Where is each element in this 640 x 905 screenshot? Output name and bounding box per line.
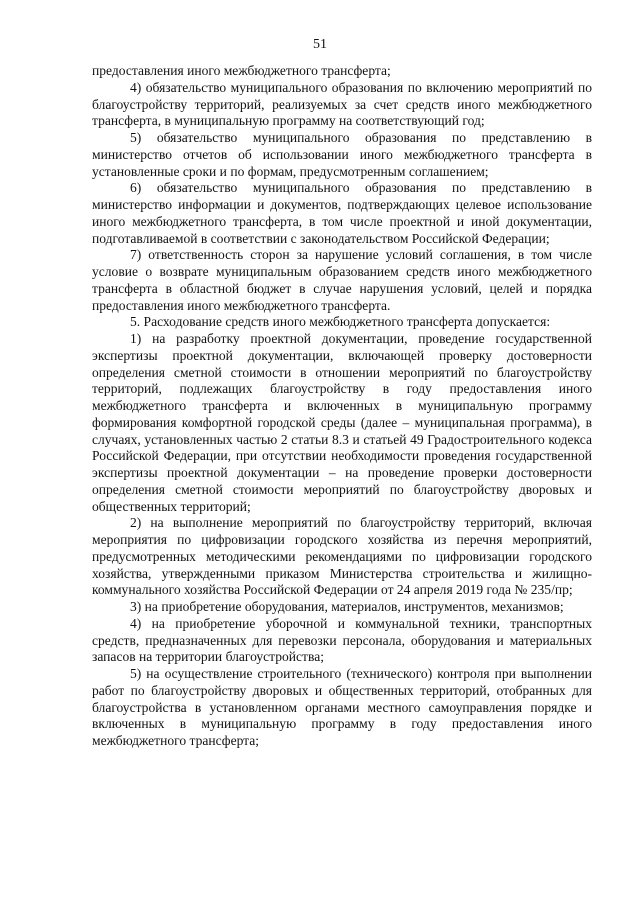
paragraph-item-4-obligation: 4) обязательство муниципального образования по включению мероприятий по благоустройству территорий, реализуемых за счет средств иного межбюджетного трансферта, в муниципальную программу на соответствующий год;: [92, 79, 592, 129]
paragraph-item-5-obligation: 5) обязательство муниципального образования по представлению в министерство отчетов об использовании иного межбюджетного трансферта в установленные сроки и по формам, предусмотренным соглашением;: [92, 130, 592, 179]
paragraph-item-6-obligation: 6) обязательство муниципального образования по представлению в министерство информации и документов, подтверждающих целевое использование иного межбюджетного трансферта, в том числе проектной и иной документации, подготавливаемой в соответствии с законодательством Российской Федерации;: [92, 180, 592, 246]
paragraph-expense-item-2: 2) на выполнение мероприятий по благоустройству территорий, включая мероприятия по цифровизации городского хозяйства из перечня мероприятий, предусмотренных методическими рекомендациями по цифровизации городского хозяйства, утвержденными приказом Министерства строительства и жилищно-коммунального хозяйства Российской Федерации от 24 апреля 2019 года № 235/пр;: [92, 515, 592, 598]
paragraph-expense-item-3: 3) на приобретение оборудования, материалов, инструментов, механизмов;: [130, 599, 564, 614]
paragraph-item-7-responsibility: 7) ответственность сторон за нарушение условий соглашения, в том числе условие о возврате муниципальным образованием средств иного межбюджетного трансферта в областной бюджет в случае нарушения условий, целей и порядка предоставления иного межбюджетного трансферта.: [92, 247, 592, 313]
page-number: 51: [313, 37, 327, 52]
paragraph-expense-item-1: 1) на разработку проектной документации, проведение государственной экспертизы проектной документации, включающей проверку достоверности определения сметной стоимости в отношении мероприятий по благоустройству территорий, подлежащих благоустройству в году предоставления иного межбюджетного трансферта и включенных в муниципальную программу формирования комфортной городской среды (далее – муниципальная программа), в случаях, установленных частью 2 статьи 8.3 и статьей 49 Градостроительного кодекса Российской Федерации, при отсутствии необходимости проведения государственной экспертизы проектной документации – на проведение проверки достоверности определения сметной стоимости мероприятий по благоустройству дворовых и общественных территорий;: [92, 331, 592, 514]
paragraph-expense-item-5: 5) на осуществление строительного (технического) контроля при выполнении работ по благоустройству дворовых и общественных территорий, отобранных для благоустройства в установленном органами местного самоуправления порядке и включенных в муниципальную программу в году предоставления иного межбюджетного трансферта;: [92, 666, 592, 748]
document-body: [92, 63, 592, 750]
paragraph-continuation: предоставления иного межбюджетного трансферта;: [92, 63, 391, 78]
paragraph-expense-item-4: 4) на приобретение уборочной и коммунальной техники, транспортных средств, предназначенных для перевозки персонала, оборудования и материальных запасов на территории благоустройства;: [92, 615, 592, 665]
paragraph-section-5-heading: 5. Расходование средств иного межбюджетного трансферта допускается:: [130, 314, 551, 330]
